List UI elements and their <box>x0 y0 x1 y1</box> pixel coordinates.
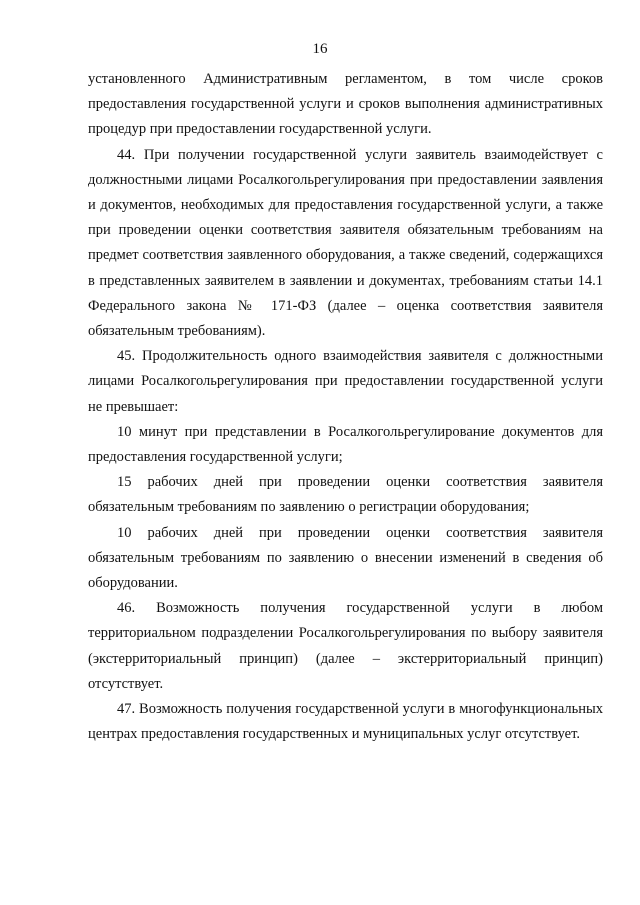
paragraph-47: 47. Возможность получения государственной услуги в многофункциональных центрах предоставления государственных и муниципальных услуг отсутствует. <box>88 701 603 743</box>
document-body <box>88 67 603 747</box>
paragraph-45-item-3: 10 рабочих дней при проведении оценки соответствия заявителя обязательным требованиям по заявлению о внесении изменений в сведения об оборудовании. <box>88 524 603 592</box>
paragraph-continuation: установленного Административным регламентом, в том числе сроков предоставления государственной услуги и сроков выполнения административных процедур при предоставлении государственной услуги. <box>88 71 603 138</box>
page-number: 16 <box>312 41 328 57</box>
paragraph-45-item-1: 10 минут при представлении в Росалкогольрегулирование документов для предоставления государственной услуги; <box>88 423 603 466</box>
paragraph-45-item-2: 15 рабочих дней при проведении оценки соответствия заявителя обязательным требованиям по заявлению о регистрации оборудования; <box>88 474 603 516</box>
paragraph-45: 45. Продолжительность одного взаимодействия заявителя с должностными лицами Росалкогольрегулирования при предоставлении государственной услуги не превышает: <box>88 348 603 415</box>
paragraph-46: 46. Возможность получения государственной услуги в любом территориальном подразделении Росалкогольрегулирования по выбору заявителя (экстерриториальный принцип) (далее – экстерриториальный принцип) отсутствует. <box>88 600 603 692</box>
paragraph-44: 44. При получении государственной услуги заявитель взаимодействует с должностными лицами Росалкогольрегулирования при предоставлении заявления и документов, необходимых для предоставления государственной услуги, а также при проведении оценки соответствия заявителя обязательным требованиям на предмет соответствия заявленного оборудования, а также сведений, содержащихся в представленных заявителем в заявлении и документах, требованиям статьи 14.1 Федерального закона № 171-ФЗ (далее – оценка соответствия заявителя обязательным требованиям). <box>88 146 603 340</box>
